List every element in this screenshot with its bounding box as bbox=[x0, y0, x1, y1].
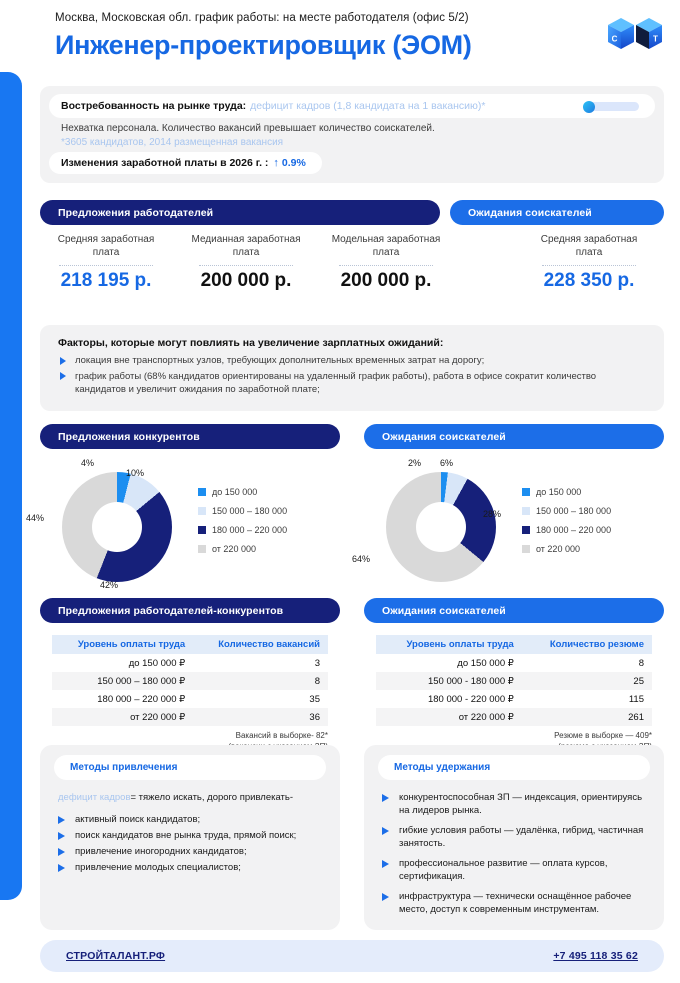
pill-employer-offers: Предложения работодателей bbox=[40, 200, 440, 225]
pill-candidate-expectations-chart: Ожидания соискателей bbox=[364, 424, 664, 449]
table-row bbox=[376, 672, 652, 690]
bullet-triangle-icon bbox=[60, 372, 66, 380]
table-cell-count: 261 bbox=[522, 708, 652, 726]
table-cell-count: 25 bbox=[522, 672, 652, 690]
demand-note: Нехватка персонала. Количество вакансий превышает количество соискателей. bbox=[61, 123, 435, 134]
legend-swatch-icon bbox=[522, 545, 530, 553]
svg-text:T: T bbox=[653, 34, 658, 44]
arrow-up-icon: ↑ bbox=[273, 157, 279, 169]
donut-hole bbox=[416, 502, 466, 552]
company-logo-icon bbox=[606, 14, 664, 60]
legend-item bbox=[522, 501, 611, 520]
table-cell-count: 35 bbox=[309, 693, 320, 705]
list-item bbox=[56, 861, 328, 874]
table-row bbox=[52, 654, 328, 672]
table-cell-range: от 220 000 ₽ bbox=[52, 708, 193, 726]
donut-slice-label: 2% bbox=[408, 458, 422, 468]
table-column-header: Количество вакансий bbox=[193, 635, 328, 654]
legend-label: 150 000 – 180 000 bbox=[536, 505, 612, 516]
bullet-triangle-icon bbox=[58, 864, 65, 872]
bullet-triangle-icon bbox=[382, 827, 389, 835]
attraction-methods-box bbox=[40, 745, 340, 930]
legend-label: 150 000 – 180 000 bbox=[212, 505, 288, 516]
legend-swatch-icon bbox=[198, 488, 206, 496]
bullet-triangle-icon bbox=[382, 794, 389, 802]
legend-item bbox=[522, 539, 611, 558]
table-row bbox=[52, 690, 328, 708]
legend-label: от 220 000 bbox=[212, 543, 256, 554]
factors-item-text: график работы (68% кандидатов ориентированы на удаленный график работы), работа в офисе сократит количество кандидатов и увеличит ожидания по заработной плате; bbox=[75, 370, 597, 395]
legend-item bbox=[198, 482, 287, 501]
salary-stat bbox=[46, 233, 166, 292]
list-item-text: гибкие условия работы — удалёнка, гибрид, частичная занятость. bbox=[399, 825, 644, 849]
table-candidate-expectations bbox=[376, 635, 652, 752]
legend-swatch-icon bbox=[522, 507, 530, 515]
list-item-text: поиск кандидатов вне рынка труда, прямой поиск; bbox=[75, 830, 297, 841]
demand-value: дефицит кадров (1,8 кандидата на 1 вакансию)* bbox=[250, 100, 486, 112]
salary-stat-value: 218 195 р. bbox=[60, 270, 152, 291]
factors-item bbox=[58, 370, 646, 397]
table-cell-range: 180 000 – 220 000 ₽ bbox=[97, 693, 186, 705]
legend-label: от 220 000 bbox=[536, 543, 580, 554]
table-cell-count: 36 bbox=[193, 708, 328, 726]
lead-highlight: дефицит кадров bbox=[58, 792, 131, 803]
demand-level-slider[interactable] bbox=[583, 102, 639, 111]
chart-legend bbox=[522, 482, 611, 558]
factors-item-text: локация вне транспортных узлов, требующих дополнительных временных затрат на дорогу; bbox=[75, 355, 485, 366]
left-accent-bar bbox=[0, 72, 22, 900]
factors-title: Факторы, которые могут повлиять на увеличение зарплатных ожиданий: bbox=[58, 337, 444, 349]
factors-item bbox=[58, 354, 646, 368]
legend-item bbox=[522, 482, 611, 501]
svg-text:C: C bbox=[611, 34, 618, 44]
donut-slice-label: 4% bbox=[81, 458, 95, 468]
list-item bbox=[380, 890, 652, 916]
table-note-line: Вакансий в выборке- 82* bbox=[235, 731, 328, 740]
donut-slice-label: 64% bbox=[352, 554, 371, 564]
legend-swatch-icon bbox=[198, 526, 206, 534]
table-cell-range: от 220 000 ₽ bbox=[376, 708, 522, 726]
page-header bbox=[55, 12, 670, 61]
table-row bbox=[52, 672, 328, 690]
legend-swatch-icon bbox=[522, 488, 530, 496]
list-item bbox=[56, 813, 328, 826]
legend-label: до 150 000 bbox=[212, 486, 258, 497]
table-row bbox=[376, 690, 652, 708]
salary-stat bbox=[186, 233, 306, 292]
dotted-divider bbox=[339, 265, 433, 266]
salary-stat-value: 228 350 р. bbox=[543, 270, 635, 291]
pill-candidate-expectations: Ожидания соискателей bbox=[450, 200, 664, 225]
table-cell-range: 150 000 – 180 000 ₽ bbox=[52, 672, 193, 690]
donut-chart-candidates bbox=[352, 458, 664, 593]
salary-stat-value: 200 000 р. bbox=[200, 270, 292, 291]
table-cell-count: 8 bbox=[638, 657, 644, 669]
donut-slice-label: 10% bbox=[126, 468, 145, 478]
salary-stat bbox=[529, 233, 649, 292]
table-cell-range: до 150 000 ₽ bbox=[128, 657, 186, 669]
bullet-triangle-icon bbox=[382, 860, 389, 868]
legend-swatch-icon bbox=[198, 545, 206, 553]
salary-stat-caption: Медианная заработная плата bbox=[191, 234, 301, 258]
bullet-triangle-icon bbox=[60, 357, 66, 365]
table-column-header: Количество резюме bbox=[522, 635, 652, 654]
list-item bbox=[380, 791, 652, 817]
slider-knob[interactable] bbox=[583, 101, 595, 113]
legend-label: до 150 000 bbox=[536, 486, 582, 497]
table-competitor-offers bbox=[52, 635, 328, 752]
donut-slice-label: 28% bbox=[483, 509, 502, 519]
table-cell-range: до 150 000 ₽ bbox=[457, 657, 514, 669]
page-title: Инженер-проектировщик (ЭОМ) bbox=[55, 30, 472, 60]
phone-link[interactable]: +7 495 118 35 62 bbox=[553, 950, 638, 962]
demand-label: Востребованность на рынке труда: bbox=[61, 100, 247, 112]
table-row bbox=[376, 654, 652, 672]
donut-chart-competitors bbox=[26, 458, 340, 593]
table-cell-range: 150 000 - 180 000 ₽ bbox=[376, 672, 522, 690]
table-column-header: Уровень оплаты труда bbox=[376, 635, 522, 654]
legend-label: 180 000 – 220 000 bbox=[212, 524, 288, 535]
salary-stat-caption: Средняя заработная плата bbox=[540, 234, 638, 258]
demand-pill bbox=[49, 94, 655, 118]
attraction-methods-lead bbox=[58, 792, 328, 803]
bullet-triangle-icon bbox=[58, 816, 65, 824]
legend-swatch-icon bbox=[522, 526, 530, 534]
table-cell-count: 3 bbox=[314, 657, 320, 669]
dotted-divider bbox=[59, 265, 153, 266]
salary-stat-caption: Модельная заработная плата bbox=[331, 234, 441, 258]
legend-item bbox=[198, 501, 287, 520]
bullet-triangle-icon bbox=[58, 848, 65, 856]
donut-slice-label: 6% bbox=[440, 458, 454, 468]
list-item-text: конкурентоспособная ЗП — индексация, ориентируясь на лидеров рынка. bbox=[399, 792, 643, 816]
list-item-text: привлечение молодых специалистов; bbox=[75, 862, 241, 873]
factors-list bbox=[58, 354, 646, 397]
dotted-divider bbox=[542, 265, 636, 266]
pill-candidate-expectations-table: Ожидания соискателей bbox=[364, 598, 664, 623]
salary-stat bbox=[326, 233, 446, 292]
demand-card bbox=[40, 86, 664, 183]
salary-stats-row bbox=[40, 233, 664, 311]
table-note-line: Резюме в выборке — 409* bbox=[554, 731, 652, 740]
lead-rest: = тяжело искать, дорого привлекать- bbox=[130, 792, 294, 803]
list-item-text: профессиональное развитие — оплата курсов, сертификация. bbox=[399, 858, 608, 882]
donut-slice-label: 42% bbox=[100, 580, 119, 590]
table-cell-range: 180 000 - 220 000 ₽ bbox=[427, 693, 514, 705]
retention-methods-box bbox=[364, 745, 664, 930]
list-item-text: инфраструктура — технически оснащённое рабочее место, доступ к современным инструментам. bbox=[399, 891, 632, 915]
donut-wrap bbox=[386, 472, 496, 582]
location-line: Москва, Московская обл. график работы: на месте работодателя (офис 5/2) bbox=[55, 12, 469, 24]
salary-change-label: Изменения заработной платы в 2026 г. : bbox=[61, 157, 269, 169]
chart-legend bbox=[198, 482, 287, 558]
bullet-triangle-icon bbox=[382, 893, 389, 901]
attraction-methods-title: Методы привлечения bbox=[54, 755, 326, 780]
retention-methods-title: Методы удержания bbox=[378, 755, 650, 780]
salary-change-pill bbox=[49, 152, 322, 174]
footer-bar bbox=[40, 940, 664, 972]
attraction-methods-list bbox=[56, 813, 328, 877]
list-item bbox=[56, 845, 328, 858]
dotted-divider bbox=[199, 265, 293, 266]
table-header-row bbox=[52, 635, 328, 654]
list-item bbox=[380, 824, 652, 850]
list-item bbox=[56, 829, 328, 842]
demand-sample-note: *3605 кандидатов, 2014 размещенная вакансия bbox=[61, 137, 284, 148]
salary-change-value: 0.9% bbox=[281, 157, 306, 169]
salary-stat-value: 200 000 р. bbox=[340, 270, 432, 291]
legend-item bbox=[198, 539, 287, 558]
pill-competitor-offers: Предложения конкурентов bbox=[40, 424, 340, 449]
table-row bbox=[376, 708, 652, 726]
pill-competitor-employer-offers: Предложения работодателей-конкурентов bbox=[40, 598, 340, 623]
table-header-row bbox=[376, 635, 652, 654]
table-cell-count: 8 bbox=[193, 672, 328, 690]
donut-wrap bbox=[62, 472, 172, 582]
legend-item bbox=[198, 520, 287, 539]
list-item-text: привлечение иногородних кандидатов; bbox=[75, 846, 247, 857]
table-column-header: Уровень оплаты труда bbox=[52, 635, 193, 654]
donut-slice-label: 44% bbox=[26, 513, 45, 523]
donut-hole bbox=[92, 502, 142, 552]
salary-stat-caption: Средняя заработная плата bbox=[57, 234, 155, 258]
table-row bbox=[52, 708, 328, 726]
legend-swatch-icon bbox=[198, 507, 206, 515]
legend-item bbox=[522, 520, 611, 539]
retention-methods-list bbox=[380, 791, 652, 923]
table-cell-count: 115 bbox=[628, 693, 644, 705]
legend-label: 180 000 – 220 000 bbox=[536, 524, 612, 535]
bullet-triangle-icon bbox=[58, 832, 65, 840]
list-item-text: активный поиск кандидатов; bbox=[75, 814, 201, 825]
site-link[interactable]: СТРОЙТАЛАНТ.РФ bbox=[66, 950, 166, 962]
list-item bbox=[380, 857, 652, 883]
factors-box bbox=[40, 325, 664, 411]
